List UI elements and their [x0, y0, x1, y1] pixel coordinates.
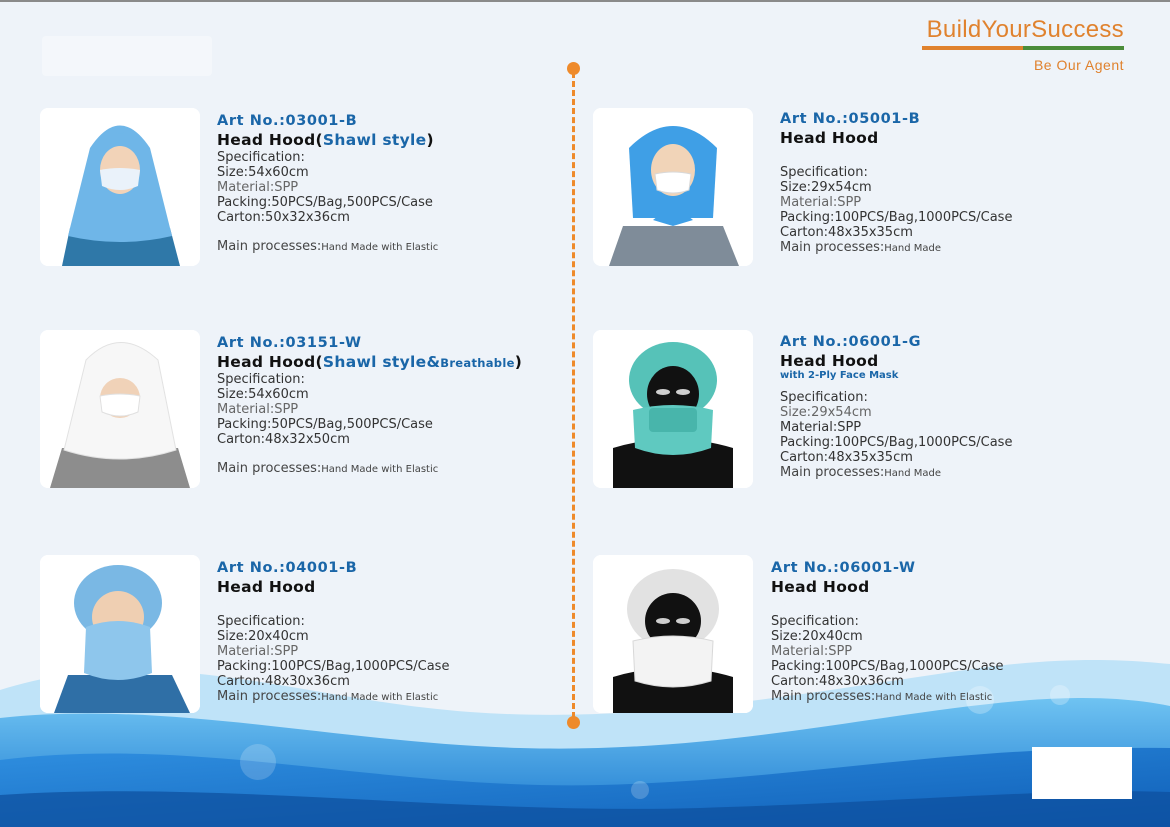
brand-underline — [922, 46, 1124, 50]
main-processes: Main processes:Hand Made — [780, 240, 942, 255]
spec-packing: Packing:100PCS/Bag,1000PCS/Case — [780, 210, 1013, 225]
spec-material: Material:SPP — [217, 644, 299, 659]
spec-label: Specification: — [217, 150, 305, 165]
art-number: Art No.:03001-B — [217, 113, 358, 129]
main-processes: Main processes:Hand Made with Elastic — [217, 689, 439, 704]
spec-packing: Packing:50PCS/Bag,500PCS/Case — [217, 195, 433, 210]
spec-size: Size:20x40cm — [217, 629, 309, 644]
product-image-05001-b — [593, 108, 753, 266]
spec-size: Size:54x60cm — [217, 387, 309, 402]
art-number: Art No.:04001-B — [217, 560, 358, 576]
product-title: Head Hood — [780, 129, 879, 147]
product-title: Head Hood(Shawl style) — [217, 131, 434, 149]
product-subtitle: with 2-Ply Face Mask — [780, 370, 899, 381]
spec-label: Specification: — [780, 165, 868, 180]
product-info-06001-w — [771, 561, 1003, 705]
art-number: Art No.:06001-W — [771, 560, 916, 576]
product-title: Head Hood — [780, 352, 879, 370]
spec-carton: Carton:48x30x36cm — [771, 674, 904, 689]
brand-title: BuildYourSuccess — [926, 16, 1124, 43]
product-info-04001-b — [217, 561, 449, 705]
main-processes: Main processes:Hand Made — [780, 465, 942, 480]
art-number: Art No.:03151-W — [217, 335, 362, 351]
timeline-bottom-dot — [567, 716, 580, 729]
product-title: Head Hood — [771, 578, 870, 596]
product-image-04001-b — [40, 555, 200, 713]
spec-material: Material:SPP — [780, 195, 862, 210]
product-image-03001-b — [40, 108, 200, 266]
product-info-06001-g — [780, 335, 1012, 481]
main-processes: Main processes:Hand Made with Elastic — [217, 461, 439, 476]
spec-packing: Packing:100PCS/Bag,1000PCS/Case — [217, 659, 450, 674]
spec-label: Specification: — [780, 390, 868, 405]
spec-carton: Carton:50x32x36cm — [217, 210, 350, 225]
spec-packing: Packing:50PCS/Bag,500PCS/Case — [217, 417, 433, 432]
spec-material: Material:SPP — [771, 644, 853, 659]
product-image-06001-g — [593, 330, 753, 488]
spec-label: Specification: — [771, 614, 859, 629]
product-image-03151-w — [40, 330, 200, 488]
spec-label: Specification: — [217, 614, 305, 629]
product-info-03151-w — [217, 336, 522, 477]
main-processes: Main processes:Hand Made with Elastic — [217, 239, 439, 254]
spec-carton: Carton:48x35x35cm — [780, 450, 913, 465]
brand-logo — [922, 16, 1124, 73]
spec-size: Size:29x54cm — [780, 405, 872, 420]
spec-carton: Carton:48x30x36cm — [217, 674, 350, 689]
product-info-03001-b — [217, 114, 438, 255]
spec-carton: Carton:48x35x35cm — [780, 225, 913, 240]
spec-material: Material:SPP — [217, 180, 299, 195]
spec-size: Size:29x54cm — [780, 180, 872, 195]
main-processes: Main processes:Hand Made with Elastic — [771, 689, 993, 704]
spec-packing: Packing:100PCS/Bag,1000PCS/Case — [771, 659, 1004, 674]
product-image-06001-w — [593, 555, 753, 713]
timeline-divider — [572, 72, 579, 718]
spec-size: Size:20x40cm — [771, 629, 863, 644]
spec-carton: Carton:48x32x50cm — [217, 432, 350, 447]
product-info-05001-b — [780, 112, 1012, 256]
product-title: Head Hood(Shawl style&Breathable) — [217, 353, 523, 371]
product-title: Head Hood — [217, 578, 316, 596]
spec-material: Material:SPP — [780, 420, 862, 435]
brand-tagline: Be Our Agent — [1033, 57, 1124, 73]
art-number: Art No.:06001-G — [780, 334, 922, 350]
page-number-box — [1032, 747, 1132, 799]
art-number: Art No.:05001-B — [780, 111, 921, 127]
spec-label: Specification: — [217, 372, 305, 387]
spec-material: Material:SPP — [217, 402, 299, 417]
spec-size: Size:54x60cm — [217, 165, 309, 180]
timeline-top-dot — [567, 62, 580, 75]
spec-packing: Packing:100PCS/Bag,1000PCS/Case — [780, 435, 1013, 450]
